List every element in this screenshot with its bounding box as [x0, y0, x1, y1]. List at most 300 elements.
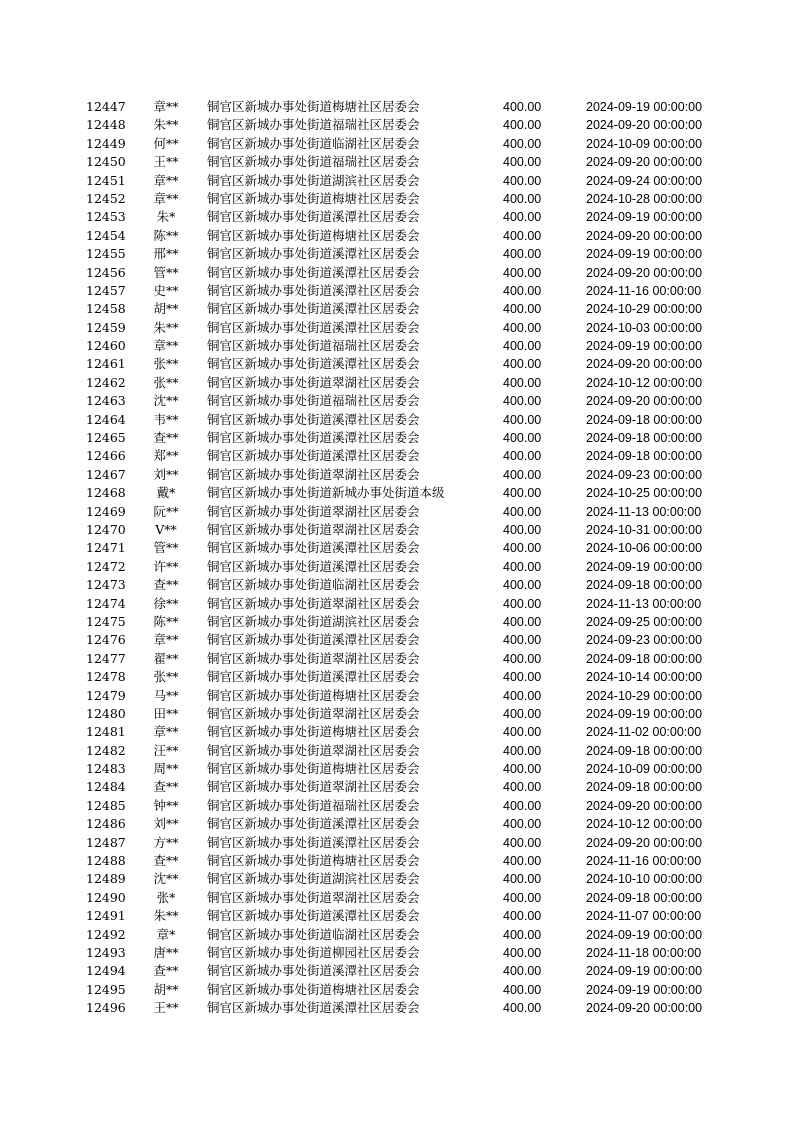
payment-datetime: 2024-09-18 00:00:00 [586, 431, 703, 446]
community-org: 铜官区新城办事处街道翠湖社区居委会 [207, 595, 420, 611]
payment-datetime: 2024-11-13 00:00:00 [586, 504, 702, 519]
community-org: 铜官区新城办事处街道翠湖社区居委会 [207, 374, 420, 390]
payment-datetime: 2024-09-25 00:00:00 [586, 614, 703, 629]
payment-datetime: 2024-10-14 00:00:00 [586, 670, 703, 685]
subsidy-amount: 400.00 [503, 320, 542, 335]
community-org: 铜官区新城办事处街道梅塘社区居委会 [207, 227, 420, 243]
masked-name: 王** [153, 154, 179, 170]
table-row [0, 264, 793, 282]
masked-name: 朱* [156, 209, 176, 225]
community-org: 铜官区新城办事处街道梅塘社区居委会 [207, 190, 420, 206]
row-id: 12471 [86, 540, 126, 556]
payment-datetime: 2024-10-09 00:00:00 [586, 136, 703, 151]
row-id: 12448 [86, 117, 126, 133]
subsidy-amount: 400.00 [503, 633, 542, 648]
payment-datetime: 2024-10-29 00:00:00 [586, 688, 703, 703]
community-org: 铜官区新城办事处街道梅塘社区居委会 [207, 99, 420, 114]
subsidy-amount: 400.00 [503, 798, 542, 813]
subsidy-amount: 400.00 [503, 210, 542, 225]
table-row [0, 392, 793, 410]
row-id: 12477 [86, 650, 126, 666]
community-org: 铜官区新城办事处街道湖滨社区居委会 [207, 172, 420, 188]
table-row [0, 208, 793, 226]
table-row [0, 631, 793, 649]
table-row [0, 962, 793, 980]
row-id: 12470 [86, 521, 126, 537]
payment-datetime: 2024-11-18 00:00:00 [586, 945, 702, 960]
subsidy-amount: 400.00 [503, 670, 542, 685]
payment-datetime: 2024-09-20 00:00:00 [586, 835, 703, 850]
row-id: 12487 [86, 834, 126, 850]
masked-name: 章** [153, 190, 179, 206]
row-id: 12478 [86, 669, 126, 685]
masked-name: 胡** [153, 981, 179, 997]
payment-datetime: 2024-09-18 00:00:00 [586, 780, 703, 795]
table-row [0, 411, 793, 429]
payment-datetime: 2024-10-28 00:00:00 [586, 191, 703, 206]
table-row [0, 116, 793, 134]
row-id: 12494 [86, 963, 126, 979]
payment-datetime: 2024-09-20 00:00:00 [586, 265, 703, 280]
community-org: 铜官区新城办事处街道溪潭社区居委会 [207, 963, 420, 979]
table-row [0, 319, 793, 337]
community-org: 铜官区新城办事处街道溪潭社区居委会 [207, 1000, 420, 1016]
payment-datetime: 2024-09-19 00:00:00 [586, 982, 703, 997]
masked-name: 马** [153, 687, 179, 703]
subsidy-amount: 400.00 [503, 100, 542, 114]
payment-datetime: 2024-10-09 00:00:00 [586, 762, 703, 777]
table-row [0, 374, 793, 392]
table-row [0, 687, 793, 705]
row-id: 12482 [86, 742, 126, 758]
payment-datetime: 2024-09-23 00:00:00 [586, 633, 703, 648]
subsidy-amount: 400.00 [503, 927, 542, 942]
subsidy-amount: 400.00 [503, 909, 542, 924]
payment-datetime: 2024-09-18 00:00:00 [586, 890, 703, 905]
table-row [0, 576, 793, 594]
table-row [0, 282, 793, 300]
masked-name: 刘** [153, 816, 179, 832]
payment-datetime: 2024-09-19 00:00:00 [586, 339, 703, 354]
masked-name: 查** [153, 577, 179, 593]
community-org: 铜官区新城办事处街道翠湖社区居委会 [207, 889, 420, 905]
community-org: 铜官区新城办事处街道溪潭社区居委会 [207, 816, 420, 832]
subsidy-amount: 400.00 [503, 155, 542, 170]
masked-name: 翟** [153, 650, 179, 666]
table-row [0, 981, 793, 999]
community-org: 铜官区新城办事处街道梅塘社区居委会 [207, 981, 420, 997]
row-id: 12485 [86, 797, 126, 813]
masked-name: 史** [153, 282, 179, 298]
table-row [0, 558, 793, 576]
subsidy-amount: 400.00 [503, 375, 542, 390]
payment-datetime: 2024-09-18 00:00:00 [586, 651, 703, 666]
row-id: 12480 [86, 705, 126, 721]
payment-datetime: 2024-09-20 00:00:00 [586, 357, 703, 372]
row-id: 12453 [86, 209, 126, 225]
community-org: 铜官区新城办事处街道福瑞社区居委会 [207, 154, 420, 170]
community-org: 铜官区新城办事处街道梅塘社区居委会 [207, 761, 420, 777]
community-org: 铜官区新城办事处街道福瑞社区居委会 [207, 338, 420, 354]
row-id: 12458 [86, 301, 126, 317]
row-id: 12491 [86, 908, 126, 924]
community-org: 铜官区新城办事处街道翠湖社区居委会 [207, 466, 420, 482]
masked-name: 阮** [153, 503, 179, 519]
community-org: 铜官区新城办事处街道溪潭社区居委会 [207, 411, 420, 427]
subsidy-amount: 400.00 [503, 762, 542, 777]
masked-name: 朱** [153, 908, 179, 924]
row-id: 12455 [86, 246, 126, 262]
masked-name: 章** [153, 632, 179, 648]
payment-datetime: 2024-09-18 00:00:00 [586, 578, 703, 593]
community-org: 铜官区新城办事处街道溪潭社区居委会 [207, 632, 420, 648]
community-org: 铜官区新城办事处街道梅塘社区居委会 [207, 687, 420, 703]
community-org: 铜官区新城办事处街道湖滨社区居委会 [207, 613, 420, 629]
subsidy-amount: 400.00 [503, 118, 542, 133]
table-row [0, 889, 793, 907]
community-org: 铜官区新城办事处街道临湖社区居委会 [207, 135, 420, 151]
masked-name: 钟** [153, 797, 179, 813]
subsidy-amount: 400.00 [503, 780, 542, 795]
subsidy-amount: 400.00 [503, 173, 542, 188]
community-org: 铜官区新城办事处街道溪潭社区居委会 [207, 356, 420, 372]
subsidy-amount: 400.00 [503, 614, 542, 629]
masked-name: 章* [156, 926, 176, 942]
payment-datetime: 2024-11-07 00:00:00 [586, 909, 702, 924]
subsidy-amount: 400.00 [503, 247, 542, 262]
row-id: 12460 [86, 338, 126, 354]
table-row [0, 705, 793, 723]
row-id: 12486 [86, 816, 126, 832]
payment-datetime: 2024-09-18 00:00:00 [586, 449, 703, 464]
table-row [0, 153, 793, 171]
community-org: 铜官区新城办事处街道柳园社区居委会 [207, 944, 420, 960]
masked-name: 管** [153, 540, 179, 556]
subsidy-amount: 400.00 [503, 817, 542, 832]
masked-name: 何** [153, 135, 179, 151]
row-id: 12461 [86, 356, 126, 372]
row-id: 12489 [86, 871, 126, 887]
community-org: 铜官区新城办事处街道翠湖社区居委会 [207, 705, 420, 721]
row-id: 12456 [86, 264, 126, 280]
table-row [0, 999, 793, 1017]
row-id: 12451 [86, 172, 126, 188]
community-org: 铜官区新城办事处街道溪潭社区居委会 [207, 430, 420, 446]
community-org: 铜官区新城办事处街道溪潭社区居委会 [207, 209, 420, 225]
table-row [0, 760, 793, 778]
masked-name: 韦** [153, 411, 179, 427]
table-row [0, 337, 793, 355]
row-id: 12492 [86, 926, 126, 942]
masked-name: 陈** [153, 227, 179, 243]
payment-datetime: 2024-09-24 00:00:00 [586, 173, 703, 188]
community-org: 铜官区新城办事处街道溪潭社区居委会 [207, 669, 420, 685]
community-org: 铜官区新城办事处街道福瑞社区居委会 [207, 393, 420, 409]
masked-name: 朱** [153, 319, 179, 335]
table-row [0, 227, 793, 245]
subsidy-amount: 400.00 [503, 743, 542, 758]
community-org: 铜官区新城办事处街道溪潭社区居委会 [207, 246, 420, 262]
masked-name: 陈** [153, 613, 179, 629]
subsidy-amount: 400.00 [503, 872, 542, 887]
payment-datetime: 2024-10-12 00:00:00 [586, 817, 703, 832]
table-row [0, 815, 793, 833]
table-row [0, 797, 793, 815]
payment-datetime: 2024-09-19 00:00:00 [586, 964, 703, 979]
row-id: 12454 [86, 227, 126, 243]
table-row [0, 907, 793, 925]
masked-name: 沈** [153, 871, 179, 887]
table-row [0, 613, 793, 631]
subsidy-amount: 400.00 [503, 559, 542, 574]
community-org: 铜官区新城办事处街道翠湖社区居委会 [207, 650, 420, 666]
payment-datetime: 2024-09-19 00:00:00 [586, 210, 703, 225]
subsidy-amount: 400.00 [503, 982, 542, 997]
subsidy-amount: 400.00 [503, 504, 542, 519]
table-row [0, 484, 793, 502]
masked-name: 朱** [153, 117, 179, 133]
subsidy-amount: 400.00 [503, 835, 542, 850]
community-org: 铜官区新城办事处街道临湖社区居委会 [207, 926, 420, 942]
table-row [0, 300, 793, 318]
community-org: 铜官区新城办事处街道新城办事处街道本级 [207, 485, 445, 501]
subsidy-amount: 400.00 [503, 725, 542, 740]
payment-datetime: 2024-10-10 00:00:00 [586, 872, 703, 887]
table-row [0, 595, 793, 613]
subsidy-amount: 400.00 [503, 964, 542, 979]
masked-name: 沈** [153, 393, 179, 409]
payment-datetime: 2024-09-19 00:00:00 [586, 927, 703, 942]
subsidy-amount: 400.00 [503, 136, 542, 151]
row-id: 12479 [86, 687, 126, 703]
payment-datetime: 2024-10-29 00:00:00 [586, 302, 703, 317]
row-id: 12495 [86, 981, 126, 997]
table-row [0, 355, 793, 373]
row-id: 12475 [86, 613, 126, 629]
subsidy-amount: 400.00 [503, 688, 542, 703]
masked-name: 张** [153, 356, 179, 372]
subsidy-amount: 400.00 [503, 449, 542, 464]
community-org: 铜官区新城办事处街道溪潭社区居委会 [207, 264, 420, 280]
table-row [0, 190, 793, 208]
table-row [0, 135, 793, 153]
subsidy-amount: 400.00 [503, 467, 542, 482]
masked-name: 郑** [153, 448, 179, 464]
payment-datetime: 2024-11-02 00:00:00 [586, 725, 702, 740]
row-id: 12469 [86, 503, 126, 519]
masked-name: 徐** [153, 595, 179, 611]
table-row [0, 742, 793, 760]
payment-datetime: 2024-11-16 00:00:00 [586, 283, 702, 298]
community-org: 铜官区新城办事处街道溪潭社区居委会 [207, 448, 420, 464]
community-org: 铜官区新城办事处街道梅塘社区居委会 [207, 853, 420, 869]
subsidy-amount: 400.00 [503, 191, 542, 206]
row-id: 12449 [86, 135, 126, 151]
subsidy-amount: 400.00 [503, 283, 542, 298]
masked-name: 管** [153, 264, 179, 280]
subsidy-amount: 400.00 [503, 394, 542, 409]
table-row [0, 429, 793, 447]
subsidy-amount: 400.00 [503, 522, 542, 537]
community-org: 铜官区新城办事处街道溪潭社区居委会 [207, 558, 420, 574]
subsidy-amount: 400.00 [503, 706, 542, 721]
community-org: 铜官区新城办事处街道溪潭社区居委会 [207, 908, 420, 924]
masked-name: 查** [153, 963, 179, 979]
table-row [0, 723, 793, 741]
masked-name: 查** [153, 779, 179, 795]
payment-datetime: 2024-09-19 00:00:00 [586, 247, 703, 262]
table-row [0, 778, 793, 796]
subsidy-amount: 400.00 [503, 357, 542, 372]
community-org: 铜官区新城办事处街道翠湖社区居委会 [207, 521, 420, 537]
masked-name: 张* [156, 889, 176, 905]
masked-name: 章** [153, 338, 179, 354]
community-org: 铜官区新城办事处街道溪潭社区居委会 [207, 301, 420, 317]
community-org: 铜官区新城办事处街道溪潭社区居委会 [207, 282, 420, 298]
subsidy-amount: 400.00 [503, 1001, 542, 1016]
subsidy-amount: 400.00 [503, 486, 542, 501]
payment-datetime: 2024-10-12 00:00:00 [586, 375, 703, 390]
community-org: 铜官区新城办事处街道湖滨社区居委会 [207, 871, 420, 887]
table-row [0, 447, 793, 465]
masked-name: 章** [153, 172, 179, 188]
community-org: 铜官区新城办事处街道溪潭社区居委会 [207, 540, 420, 556]
row-id: 12476 [86, 632, 126, 648]
subsidy-amount: 400.00 [503, 302, 542, 317]
row-id: 12457 [86, 282, 126, 298]
table-row [0, 172, 793, 190]
row-id: 12493 [86, 944, 126, 960]
masked-name: V** [155, 521, 177, 537]
row-id: 12496 [86, 1000, 126, 1016]
table-row [0, 852, 793, 870]
row-id: 12484 [86, 779, 126, 795]
masked-name: 邢** [153, 246, 179, 262]
masked-name: 章** [153, 724, 179, 740]
masked-name: 查** [153, 430, 179, 446]
masked-name: 张** [153, 669, 179, 685]
masked-name: 汪** [153, 742, 179, 758]
masked-name: 戴* [156, 485, 176, 501]
payment-datetime: 2024-09-23 00:00:00 [586, 467, 703, 482]
row-id: 12452 [86, 190, 126, 206]
payment-datetime: 2024-11-13 00:00:00 [586, 596, 702, 611]
subsidy-amount: 400.00 [503, 431, 542, 446]
subsidy-amount: 400.00 [503, 339, 542, 354]
table-row [0, 926, 793, 944]
subsidy-amount: 400.00 [503, 541, 542, 556]
subsidy-amount: 400.00 [503, 596, 542, 611]
row-id: 12490 [86, 889, 126, 905]
table-row [0, 98, 793, 116]
table-row [0, 521, 793, 539]
masked-name: 张** [153, 374, 179, 390]
masked-name: 胡** [153, 301, 179, 317]
payment-datetime: 2024-09-18 00:00:00 [586, 743, 703, 758]
payment-datetime: 2024-11-16 00:00:00 [586, 854, 702, 869]
table-row [0, 944, 793, 962]
payment-datetime: 2024-10-03 00:00:00 [586, 320, 703, 335]
payment-datetime: 2024-09-20 00:00:00 [586, 228, 703, 243]
subsidy-amount: 400.00 [503, 228, 542, 243]
row-id: 12483 [86, 761, 126, 777]
subsidy-amount: 400.00 [503, 890, 542, 905]
masked-name: 周** [153, 761, 179, 777]
community-org: 铜官区新城办事处街道翠湖社区居委会 [207, 742, 420, 758]
payment-datetime: 2024-09-20 00:00:00 [586, 118, 703, 133]
payment-datetime: 2024-10-06 00:00:00 [586, 541, 703, 556]
row-id: 12450 [86, 154, 126, 170]
row-id: 12466 [86, 448, 126, 464]
payment-datetime: 2024-09-20 00:00:00 [586, 394, 703, 409]
payment-datetime: 2024-09-19 00:00:00 [586, 100, 703, 114]
row-id: 12464 [86, 411, 126, 427]
table-row [0, 650, 793, 668]
masked-name: 查** [153, 853, 179, 869]
community-org: 铜官区新城办事处街道溪潭社区居委会 [207, 319, 420, 335]
community-org: 铜官区新城办事处街道福瑞社区居委会 [207, 117, 420, 133]
payment-datetime: 2024-10-25 00:00:00 [586, 486, 703, 501]
payment-datetime: 2024-09-19 00:00:00 [586, 706, 703, 721]
row-id: 12473 [86, 577, 126, 593]
masked-name: 章** [153, 99, 179, 114]
subsidy-amount: 400.00 [503, 578, 542, 593]
subsidy-amount: 400.00 [503, 945, 542, 960]
table-row [0, 539, 793, 557]
table-row [0, 834, 793, 852]
masked-name: 唐** [153, 944, 179, 960]
community-org: 铜官区新城办事处街道梅塘社区居委会 [207, 724, 420, 740]
subsidy-amount: 400.00 [503, 651, 542, 666]
table-row [0, 245, 793, 263]
table-row [0, 503, 793, 521]
subsidy-amount: 400.00 [503, 265, 542, 280]
row-id: 12459 [86, 319, 126, 335]
record-table [0, 98, 793, 1018]
row-id: 12462 [86, 374, 126, 390]
community-org: 铜官区新城办事处街道翠湖社区居委会 [207, 503, 420, 519]
row-id: 12481 [86, 724, 126, 740]
row-id: 12465 [86, 430, 126, 446]
payment-datetime: 2024-09-20 00:00:00 [586, 798, 703, 813]
row-id: 12468 [86, 485, 126, 501]
masked-name: 许** [153, 558, 179, 574]
row-id: 12467 [86, 466, 126, 482]
table-row [0, 668, 793, 686]
table-row [0, 870, 793, 888]
community-org: 铜官区新城办事处街道临湖社区居委会 [207, 577, 420, 593]
payment-datetime: 2024-10-31 00:00:00 [586, 522, 703, 537]
table-row [0, 466, 793, 484]
payment-datetime: 2024-09-20 00:00:00 [586, 1001, 703, 1016]
row-id: 12474 [86, 595, 126, 611]
community-org: 铜官区新城办事处街道溪潭社区居委会 [207, 834, 420, 850]
masked-name: 田** [153, 705, 179, 721]
community-org: 铜官区新城办事处街道福瑞社区居委会 [207, 797, 420, 813]
payment-datetime: 2024-09-20 00:00:00 [586, 155, 703, 170]
row-id: 12488 [86, 853, 126, 869]
subsidy-amount: 400.00 [503, 412, 542, 427]
subsidy-amount: 400.00 [503, 854, 542, 869]
payment-datetime: 2024-09-18 00:00:00 [586, 412, 703, 427]
row-id: 12472 [86, 558, 126, 574]
masked-name: 刘** [153, 466, 179, 482]
row-id: 12463 [86, 393, 126, 409]
community-org: 铜官区新城办事处街道翠湖社区居委会 [207, 779, 420, 795]
masked-name: 方** [153, 834, 179, 850]
payment-datetime: 2024-09-19 00:00:00 [586, 559, 703, 574]
masked-name: 王** [153, 1000, 179, 1016]
